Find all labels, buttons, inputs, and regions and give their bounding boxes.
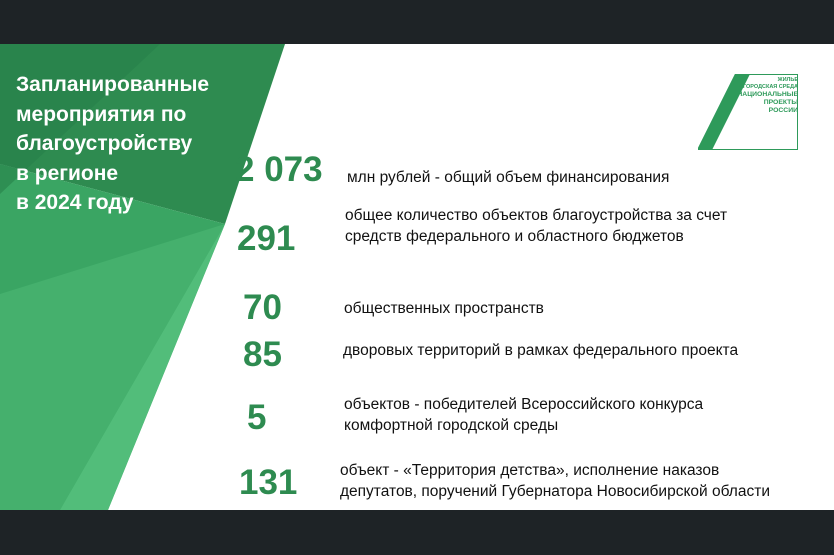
- stat-description: [347, 167, 669, 188]
- slide: [0, 44, 834, 510]
- logo-line: НАЦИОНАЛЬНЫЕ: [737, 91, 798, 98]
- stat-value: 2 073: [235, 150, 323, 189]
- logo-text: [723, 77, 798, 115]
- stat-description: [343, 340, 738, 361]
- logo-line: ЖИЛЬЕ: [777, 77, 798, 83]
- title-line: благоустройству: [16, 132, 193, 155]
- stat-description: [345, 205, 727, 247]
- logo-line: И ГОРОДСКАЯ СРЕДА: [737, 84, 798, 90]
- stat-value: 5: [247, 398, 267, 437]
- stat-description-line: объект - «Территория детства», исполнение наказов: [340, 462, 720, 479]
- title-line: мероприятия по: [16, 102, 187, 126]
- stat-description-line: дворовых территорий в рамках федерального проекта: [343, 342, 739, 359]
- stat-value: 291: [237, 219, 296, 258]
- logo-line: РОССИИ: [768, 107, 798, 114]
- stat-value: 85: [243, 335, 282, 374]
- stat-description-line: млн рублей - общий объем финансирования: [347, 169, 670, 186]
- slide-title: [16, 70, 256, 218]
- stat-description-line: общее количество объектов благоустройства за счет: [345, 207, 728, 224]
- stat-value: 131: [239, 463, 298, 502]
- title-line: Запланированные: [16, 73, 210, 96]
- stat-description-line: депутатов, поручений Губернатора Новосибирской области: [340, 483, 770, 500]
- stat-value: 70: [243, 288, 282, 327]
- stat-description: [340, 460, 770, 502]
- stat-description-line: общественных пространств: [344, 300, 544, 317]
- stat-description-line: средств федерального и областного бюджетов: [345, 228, 684, 245]
- stat-description: [344, 394, 703, 436]
- stat-description: [344, 298, 544, 319]
- stat-description-line: комфортной городской среды: [344, 417, 559, 434]
- title-line: в регионе: [16, 161, 119, 185]
- title-line: в 2024 году: [16, 191, 134, 214]
- stat-description-line: объектов - победителей Всероссийского конкурса: [344, 396, 704, 413]
- logo-line: ПРОЕКТЫ: [763, 99, 798, 106]
